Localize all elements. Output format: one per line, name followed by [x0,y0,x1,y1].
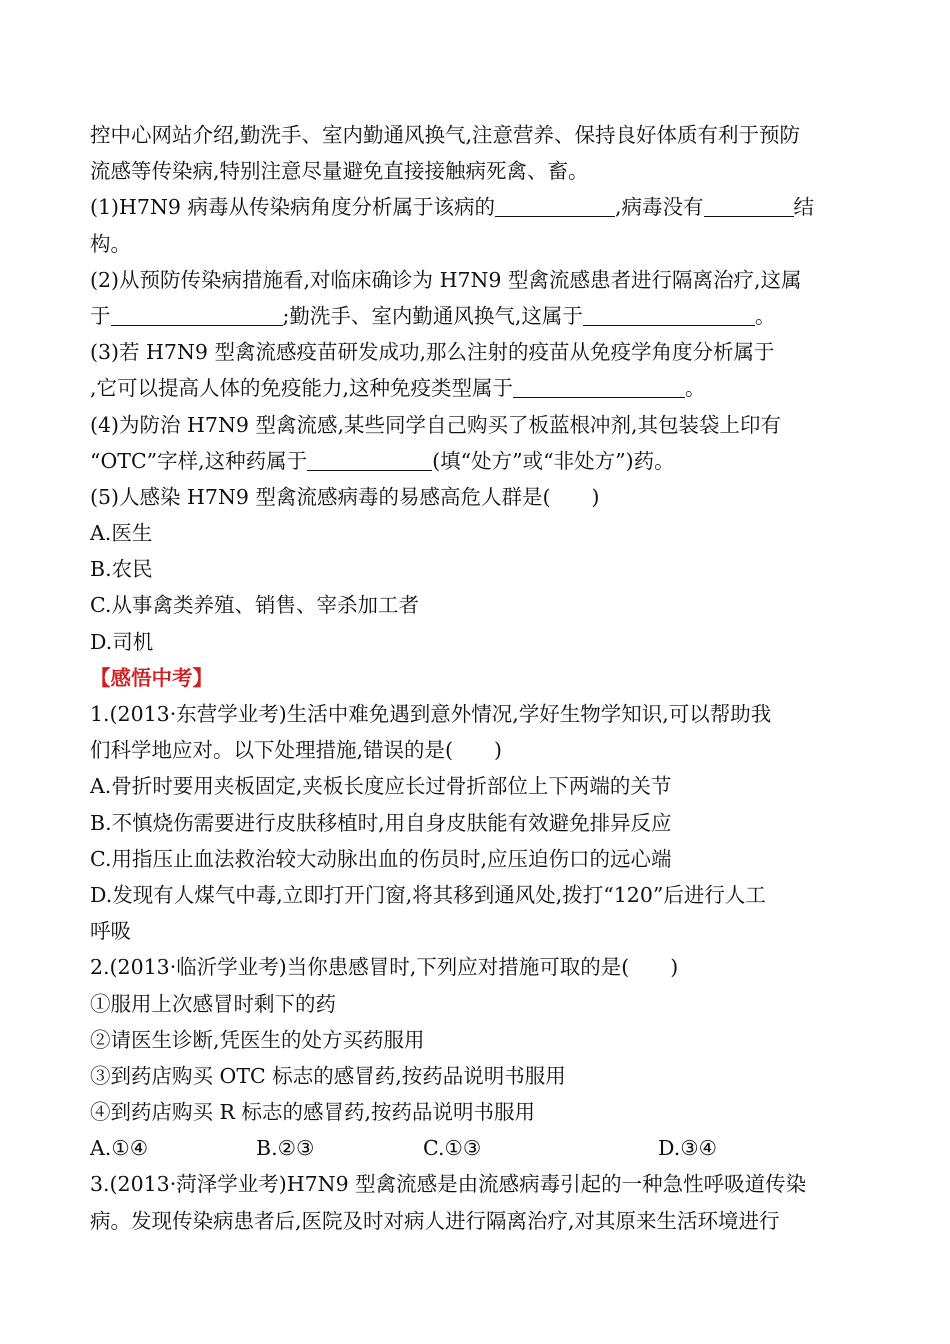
question-3-cont [90,370,870,406]
question-text: (填“处方”或“非处方”)药。 [432,448,675,473]
option-d: D.司机 [90,629,154,654]
option-b: B.②③ [256,1136,315,1161]
question-text: ,病毒没有 [614,195,704,220]
question-text: 结 [793,195,814,220]
question-text: 。 [685,376,706,401]
exam-question-1: 1.(2013·东营学业考)生活中难免遇到意外情况,学好生物学知识,可以帮助我 [90,702,772,726]
answer-blank[interactable] [513,373,685,398]
question-text: (1)H7N9 病毒从传染病角度分析属于该病的 [90,195,495,220]
text-line: 构。 [90,231,131,256]
question-2-cont [90,298,870,334]
text-line: 流感等传染病,特别注意尽量避免直接接触病死禽、畜。 [90,159,589,184]
statement-3: ③到药店购买 OTC 标志的感冒药,按药品说明书服用 [90,1063,566,1088]
exam-question-3-cont: 病。发现传染病患者后,医院及时对病人进行隔离治疗,对其原来生活环境进行 [90,1208,780,1233]
question-text: “OTC”字样,这种药属于 [90,448,308,473]
option-d-cont: 呼吸 [90,919,131,944]
option-a: A.医生 [90,521,153,546]
option-c: C.从事禽类养殖、销售、宰杀加工者 [90,593,419,618]
answer-blank[interactable] [704,192,794,217]
question-3: (3)若 H7N9 型禽流感疫苗研发成功,那么注射的疫苗从免疫学角度分析属于 [90,340,775,365]
option-d: D.发现有人煤气中毒,立即打开门窗,将其移到通风处,拨打“120”后进行人工 [90,882,766,907]
option-a: A.①④ [90,1136,149,1161]
option-b: B.不慎烧伤需要进行皮肤移植时,用自身皮肤能有效避免排异反应 [90,810,672,835]
question-1 [90,189,870,225]
answer-blank[interactable] [307,446,432,471]
document-body [90,117,870,1239]
question-text: 于 [90,303,111,328]
question-text: ,它可以提高人体的免疫能力,这种免疫类型属于 [90,376,514,401]
section-heading: 【感悟中考】 [90,665,213,690]
statement-1: ①服用上次感冒时剩下的药 [90,991,336,1016]
question-5: (5)人感染 H7N9 型禽流感病毒的易感高危人群是( ) [90,484,600,509]
answer-blank[interactable] [583,301,755,326]
option-a: A.骨折时要用夹板固定,夹板长度应长过骨折部位上下两端的关节 [90,774,672,799]
question-2: (2)从预防传染病措施看,对临床确诊为 H7N9 型禽流感患者进行隔离治疗,这属 [90,267,802,292]
exam-question-2: 2.(2013·临沂学业考)当你患感冒时,下列应对措施可取的是( ) [90,955,679,980]
answer-blank[interactable] [111,301,283,326]
statement-2: ②请医生诊断,凭医生的处方买药服用 [90,1027,425,1052]
answer-blank[interactable] [495,192,615,217]
question-4: (4)为防治 H7N9 型禽流感,某些同学自己购买了板蓝根冲剂,其包装袋上印有 [90,412,782,437]
options-row [90,1130,870,1166]
option-c: C.①③ [423,1136,482,1161]
option-d: D.③④ [658,1136,717,1161]
option-c: C.用指压止血法救治较大动脉出血的伤员时,应压迫伤口的远心端 [90,846,672,871]
question-text: 。 [754,303,776,328]
statement-4: ④到药店购买 R 标志的感冒药,按药品说明书服用 [90,1100,535,1125]
question-4-cont [90,443,870,479]
exam-question-3: 3.(2013·菏泽学业考)H7N9 型禽流感是由流感病毒引起的一种急性呼吸道传染 [90,1172,807,1197]
text-line: 控中心网站介绍,勤洗手、室内勤通风换气,注意营养、保持良好体质有利于预防 [90,123,801,147]
option-b: B.农民 [90,557,153,582]
exam-question-1-cont: 们科学地应对。以下处理措施,错误的是( ) [90,738,503,763]
question-text: ;勤洗手、室内勤通风换气,这属于 [282,303,583,328]
